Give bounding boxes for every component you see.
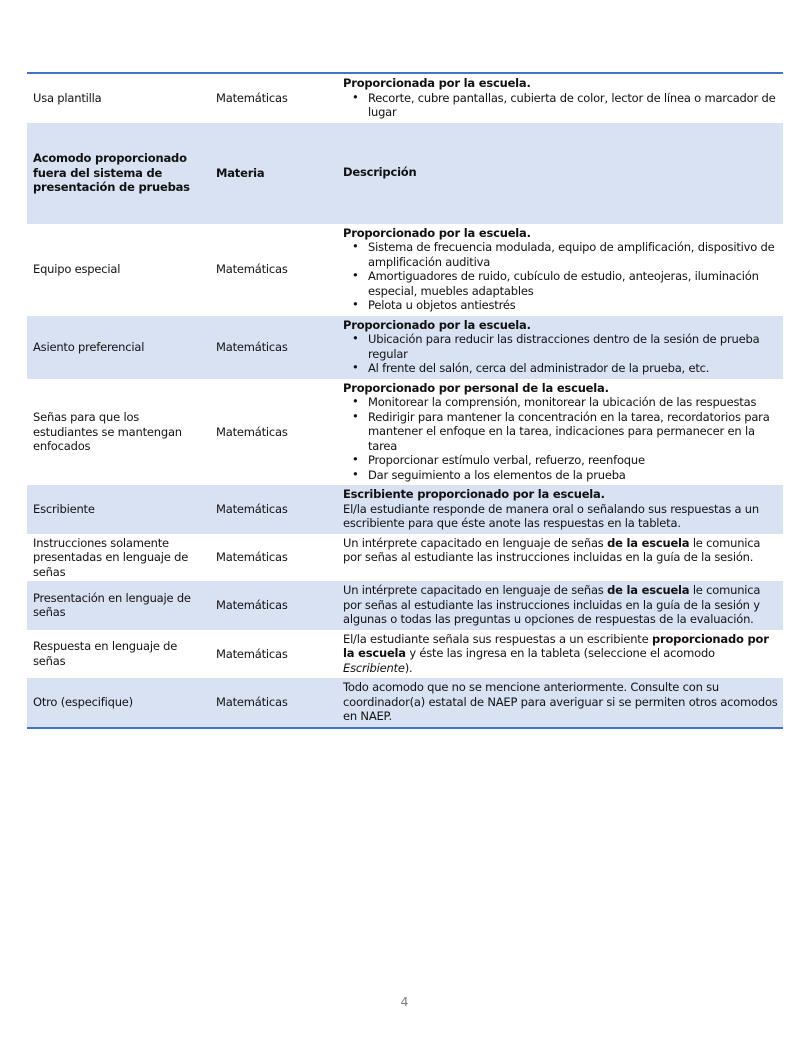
table-row xyxy=(27,74,783,123)
description-paragraph xyxy=(343,536,778,565)
description-paragraph xyxy=(343,632,778,676)
text-segment: Dar seguimiento a los elementos de la prueba xyxy=(368,467,626,482)
description-bullet xyxy=(343,453,778,468)
text-segment: Proporcionar estímulo verbal, refuerzo, reenfoque xyxy=(368,453,645,467)
subject-label: Matemáticas xyxy=(216,91,288,105)
description-bullet xyxy=(343,240,778,269)
text-segment: Proporcionado por personal de la escuela. xyxy=(343,380,609,395)
text-segment: Redirigir para mantener la concentración en la tarea, recordatorios para mantener el enfoque en la tarea, indicaciones para permanecer en la tarea xyxy=(368,409,770,453)
description-cell xyxy=(338,379,783,486)
accommodation-label: Otro (especifique) xyxy=(33,695,133,709)
text-segment: proporcionado por la escuela xyxy=(343,631,769,660)
text-segment: y éste las ingresa en la tableta (seleccione el acomodo xyxy=(405,646,715,660)
description-bullet xyxy=(343,91,778,120)
subject-column-label: Materia xyxy=(216,165,265,180)
subject-label: Matemáticas xyxy=(216,502,288,516)
description-cell xyxy=(338,678,783,727)
table-row xyxy=(27,630,783,679)
subject-label: Matemáticas xyxy=(216,424,288,439)
description-bullet xyxy=(343,298,778,313)
description-paragraph xyxy=(343,502,778,531)
description-cell xyxy=(338,581,783,630)
accommodation-column-label: Acomodo proporcionado fuera del sistema de presentación de pruebas xyxy=(33,151,190,195)
accommodation-label: Usa plantilla xyxy=(33,91,102,105)
text-segment: le comunica por señas al estudiante las instrucciones incluidas en la guía de la sesión y algunas o todas las preguntas u opciones de respuestas de la evaluación. xyxy=(343,583,761,626)
text-segment: Todo acomodo que no se mencione anteriormente. Consulte con su coordinador(a) estatal de NAEP para averiguar si se permiten otros acomodos en NAEP. xyxy=(343,680,778,723)
text-segment: Un intérprete capacitado en lenguaje de señas xyxy=(343,583,608,597)
text-segment: Un intérprete capacitado en lenguaje de señas xyxy=(343,535,608,550)
description-heading xyxy=(343,381,778,396)
description-header-cell xyxy=(338,123,783,224)
accommodation-cell xyxy=(27,74,211,123)
text-segment: Sistema de frecuencia modulada, equipo de amplificación, dispositivo de amplificación auditiva xyxy=(368,240,775,269)
text-segment: Pelota u objetos antiestrés xyxy=(368,298,516,312)
subject-label: Matemáticas xyxy=(216,262,288,277)
text-segment: le comunica por señas al estudiante las instrucciones incluidas en la guía de la sesión. xyxy=(343,535,761,564)
subject-cell xyxy=(211,485,338,534)
accommodation-cell xyxy=(27,581,211,630)
table-row xyxy=(27,534,783,582)
description-cell xyxy=(338,224,783,316)
accommodation-cell xyxy=(27,316,211,379)
description-cell xyxy=(338,485,783,534)
subject-cell xyxy=(211,678,338,727)
accommodation-header-cell xyxy=(27,123,211,224)
description-column-label: Descripción xyxy=(343,165,417,180)
accommodation-label: Instrucciones solamente presentadas en lenguaje de señas xyxy=(33,535,189,579)
accommodation-label: Señas para que los estudiantes se mantengan enfocados xyxy=(33,410,182,453)
description-bullet xyxy=(343,395,778,410)
text-segment: Escribiente proporcionado por la escuela. xyxy=(343,487,605,501)
description-heading xyxy=(343,226,778,241)
description-paragraph xyxy=(343,583,778,627)
text-segment: Escribiente xyxy=(343,660,405,675)
text-segment: Amortiguadores de ruido, cubículo de estudio, anteojeras, iluminación especial, muebles adaptables xyxy=(368,269,759,298)
subject-cell xyxy=(211,379,338,486)
page-number: 4 xyxy=(400,994,409,1009)
accommodation-cell xyxy=(27,630,211,679)
description-bullet xyxy=(343,332,778,361)
description-cell xyxy=(338,630,783,679)
subject-label: Matemáticas xyxy=(216,550,288,564)
accommodation-label: Equipo especial xyxy=(33,262,121,277)
table-row xyxy=(27,678,783,727)
subject-cell xyxy=(211,581,338,630)
text-segment: de la escuela xyxy=(607,583,690,597)
text-segment: Recorte, cubre pantallas, cubierta de color, lector de línea o marcador de lugar xyxy=(368,90,776,119)
text-segment: Ubicación para reducir las distracciones dentro de la sesión de prueba regular xyxy=(368,332,760,361)
accommodation-cell xyxy=(27,224,211,316)
text-segment: ). xyxy=(404,660,413,675)
accommodation-cell xyxy=(27,379,211,486)
accommodation-cell xyxy=(27,678,211,727)
text-segment: Al frente del salón, cerca del administrador de la prueba, etc. xyxy=(368,361,710,375)
accommodation-label: Respuesta en lenguaje de señas xyxy=(33,639,178,668)
subject-label: Matemáticas xyxy=(216,646,288,661)
subject-header-cell xyxy=(211,123,338,224)
description-cell xyxy=(338,74,783,123)
accommodation-label: Asiento preferencial xyxy=(33,339,145,354)
description-bullet xyxy=(343,410,778,454)
accommodation-cell xyxy=(27,534,211,582)
description-bullet xyxy=(343,361,778,376)
accommodation-label: Escribiente xyxy=(33,502,95,516)
table-row xyxy=(27,485,783,534)
table-header-row xyxy=(27,123,783,224)
text-segment: de la escuela xyxy=(607,535,690,550)
accommodation-label: Presentación en lenguaje de señas xyxy=(33,590,191,620)
text-segment: Monitorear la comprensión, monitorear la ubicación de las respuestas xyxy=(368,395,757,409)
description-bullet xyxy=(343,269,778,298)
text-segment: El/la estudiante señala sus respuestas a un escribiente xyxy=(343,631,652,646)
text-segment: Proporcionado por la escuela. xyxy=(343,225,531,240)
text-segment: Proporcionado por la escuela. xyxy=(343,317,531,332)
subject-label: Matemáticas xyxy=(216,695,288,709)
subject-cell xyxy=(211,74,338,123)
description-heading xyxy=(343,76,778,91)
subject-cell xyxy=(211,630,338,679)
description-bullet xyxy=(343,468,778,483)
subject-cell xyxy=(211,534,338,582)
description-cell xyxy=(338,534,783,582)
description-cell xyxy=(338,316,783,379)
accommodation-cell xyxy=(27,485,211,534)
description-heading xyxy=(343,318,778,333)
description-paragraph xyxy=(343,680,778,724)
table-row xyxy=(27,379,783,486)
table-row xyxy=(27,581,783,630)
subject-cell xyxy=(211,316,338,379)
subject-cell xyxy=(211,224,338,316)
text-segment: El/la estudiante responde de manera oral o señalando sus respuestas a un escribiente para que éste anote las respuestas en la tableta. xyxy=(343,501,759,530)
table-row xyxy=(27,224,783,316)
subject-label: Matemáticas xyxy=(216,339,288,354)
accommodations-table xyxy=(27,72,783,729)
description-heading xyxy=(343,487,778,502)
text-segment: Proporcionada por la escuela. xyxy=(343,76,531,90)
table-row xyxy=(27,316,783,379)
subject-label: Matemáticas xyxy=(216,598,288,612)
